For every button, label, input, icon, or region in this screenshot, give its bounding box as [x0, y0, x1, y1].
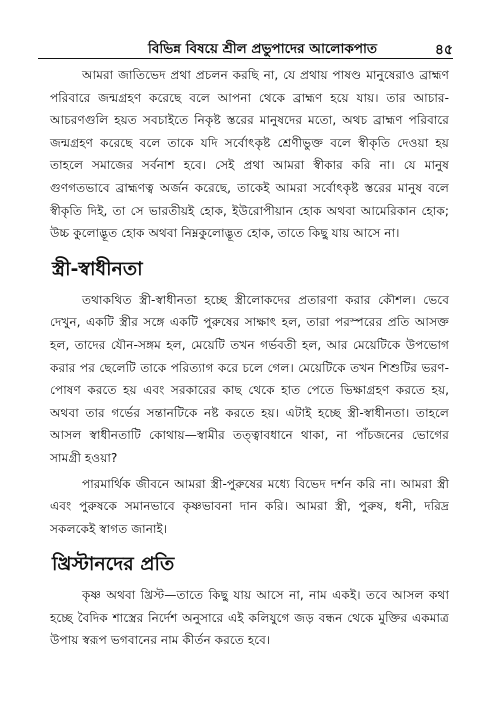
women-freedom-paragraph-2: পারমার্থিক জীবনে আমরা স্ত্রী-পুরুষের মধ্যে বিভেদ দর্শন করি না। আমরা স্ত্রী এবং পুরুষকে সমানভাবে কৃষ্ণভাবনা দান করি। আমরা স্ত্রী, পুরুষ, ধনী, দরিদ্র সকলকেই স্বাগত জানাই। — [50, 476, 449, 536]
women-freedom-paragraph-1: তথাকথিত স্ত্রী-স্বাধীনতা হচ্ছে স্ত্রীলোকদের প্রতারণা করার কৌশল। ভেবে দেখুন, একটি স্ত্রীর সঙ্গে একটি পুরুষের সাক্ষাৎ হল, তারা পরস্পরের প্রতি আসক্ত হল, তাদের যৌন-সঙ্গম হল, মেয়েটি তখন গর্ভবতী হল, আর মেয়েটিকে উপভোগ করার পর ছেলেটি তাকে পরিত্যাগ করে চলে গেল। মেয়েটিকে তখন শিশুটির ভরণ-পোষণ করতে হয় এবং সরকারের কাছ থেকে হাত পেতে ভিক্ষাগ্রহণ করতে হয়, অথবা তার গর্ভের সন্তানটিকে নষ্ট করতে হয়। এটাই হচ্ছে স্ত্রী-স্বাধীনতা। তাহলে আসল স্বাধীনতাটি কোথায়—স্বামীর তত্ত্বাবধানে থাকা, না পাঁচজনের ভোগের সামগ্রী হওয়া? — [50, 292, 449, 465]
christians-paragraph: কৃষ্ণ অথবা খ্রিস্ট—তাতে কিছু যায় আসে না, নাম একই। তবে আসল কথা হচ্ছে বৈদিক শাস্ত্রের নির্দেশ অনুসারে এই কলিযুগে জড় বন্ধন থেকে মুক্তির একমাত্র উপায় স্বরূপ ভগবানের নাম কীর্তন করতে হবে। — [50, 588, 449, 648]
page-body — [50, 64, 449, 655]
header-rule — [38, 58, 453, 59]
intro-paragraph: আমরা জাতিভেদ প্রথা প্রচলন করছি না, যে প্রথায় পাষণ্ড মানুষেরাও ব্রাহ্মণ পরিবারে জন্মগ্রহণ করেছে বলে আপনা থেকে ব্রাহ্মণ হয়ে যায়। তার আচার-আচরণগুলি হয়ত সবচাইতে নিকৃষ্ট স্তরের মানুষদের মতো, অথচ ব্রাহ্মণ পরিবারে জন্মগ্রহণ করেছে বলে তাকে যদি সর্বোৎকৃষ্ট শ্রেণীভুক্ত বলে স্বীকৃতি দেওয়া হয় তাহলে সমাজের সর্বনাশ হবে। সেই প্রথা আমরা স্বীকার করি না। যে মানুষ গুণগতভাবে ব্রাহ্মণত্ব অর্জন করেছে, তাকেই আমরা সর্বোৎকৃষ্ট স্তরের মানুষ বলে স্বীকৃতি দিই, তা সে ভারতীয়ই হোক, ইউরোপীয়ান হোক অথবা আমেরিকান হোক; উচ্চ কুলোদ্ভূত হোক অথবা নিম্নকুলোদ্ভূত হোক, তাতে কিছু যায় আসে না। — [50, 68, 449, 241]
running-header-title: বিভিন্ন বিষয়ে শ্রীল প্রভুপাদের আলোকপাত — [148, 41, 378, 57]
section-heading-women-freedom: স্ত্রী-স্বাধীনতা — [52, 257, 143, 280]
running-header — [38, 38, 453, 60]
section-heading-christians: খ্রিস্টানদের প্রতি — [52, 553, 175, 576]
page-number: ৪৫ — [434, 42, 453, 58]
